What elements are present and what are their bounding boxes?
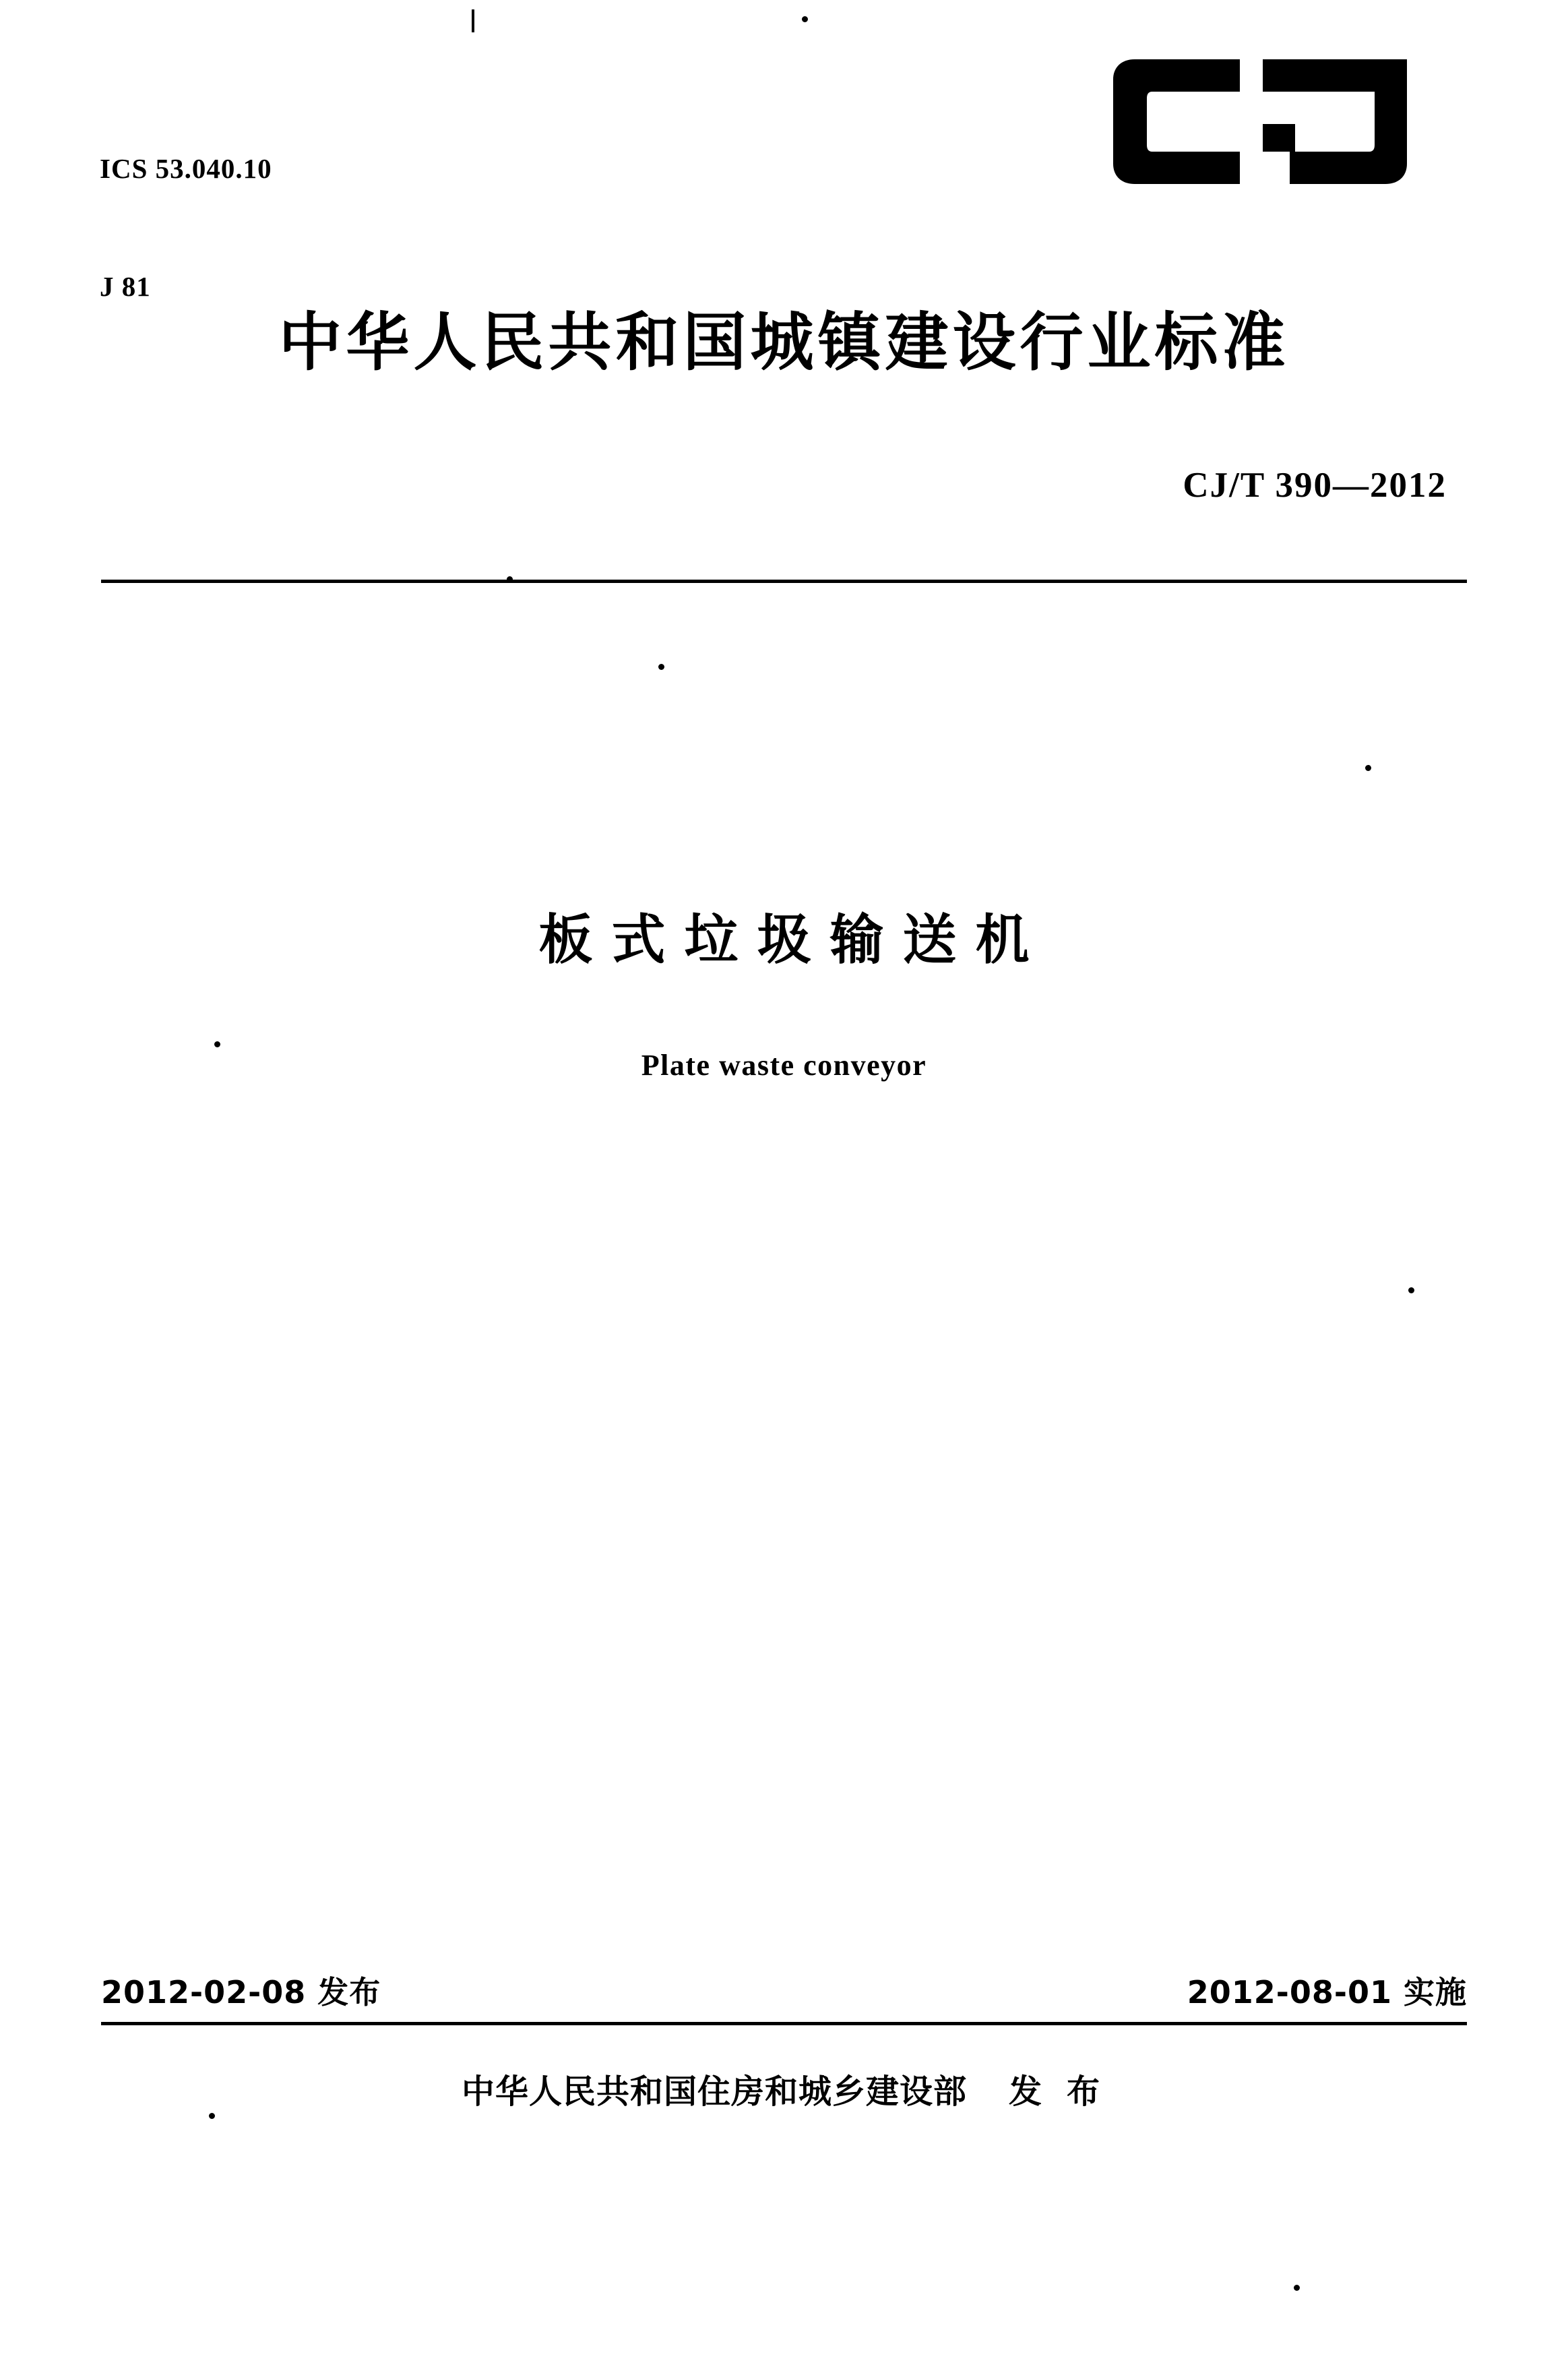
publisher-verb: 发 布: [1008, 2072, 1107, 2111]
registration-dot-left-mid: [214, 1041, 220, 1047]
ics-code: ICS 53.040.10: [100, 153, 272, 185]
document-title-english: Plate waste conveyor: [641, 1049, 927, 1082]
registration-dot-mid-left: [658, 664, 664, 670]
effective-date: 2012-08-01 实施: [1187, 1974, 1467, 2010]
registration-dot-right-upper: [1365, 765, 1371, 771]
registration-dot-bottom-left: [209, 2113, 215, 2119]
divider-top: [101, 580, 1467, 583]
document-title-chinese: 板式垃圾输送机: [538, 909, 1048, 971]
publisher-name: 中华人民共和国住房和城乡建设部: [461, 2072, 967, 2111]
registration-dot-bottom-right: [1294, 2285, 1300, 2291]
registration-dot-right-mid: [1408, 1287, 1414, 1293]
divider-bottom: [101, 2022, 1467, 2025]
cj-logo: [1113, 59, 1450, 184]
publisher-line: [0, 2066, 1568, 2113]
crop-mark-top: [472, 9, 474, 32]
standard-number: CJ/T 390—2012: [1183, 466, 1447, 505]
issue-date: 2012-02-08 发布: [101, 1974, 381, 2010]
page-title: 中华人民共和国城镇建设行业标准: [278, 306, 1290, 379]
classification-code: J 81: [100, 271, 151, 303]
registration-dot-top-center: [802, 16, 808, 22]
